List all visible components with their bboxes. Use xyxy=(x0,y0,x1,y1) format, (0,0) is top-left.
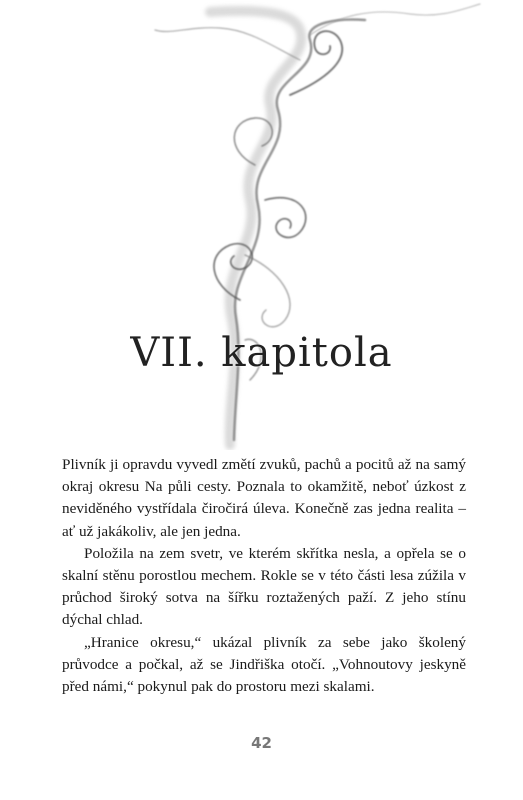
body-text xyxy=(62,454,466,698)
smoke-illustration xyxy=(150,0,510,450)
paragraph: „Hranice okresu,“ ukázal plivník za sebe jako školený průvodce a počkal, až se Jindřiška otočí. „Vohnoutovy jeskyně před námi,“ pokynul pak do prostoru mezi skalami. xyxy=(62,633,466,696)
page-number: 42 xyxy=(251,734,272,752)
chapter-title: VII. kapitola xyxy=(130,330,393,376)
paragraph: Plivník ji opravdu vyvedl změtí zvuků, pachů a pocitů až na samý okraj okresu Na půli cesty. Poznala to okamžitě, neboť úzkost z neviděného vystřídala čiročirá úleva. Konečně zas jedna realita – ať už jakákoliv, ale jen jedna. xyxy=(62,456,466,540)
paragraph: Položila na zem svetr, ve kterém skřítka nesla, a opřela se o skalní stěnu porostlou mechem. Rokle se v této části lesa zúžila v průchod široký sotva na šířku roztažených paží. Z jeho stínu dýchal chlad. xyxy=(62,544,466,629)
